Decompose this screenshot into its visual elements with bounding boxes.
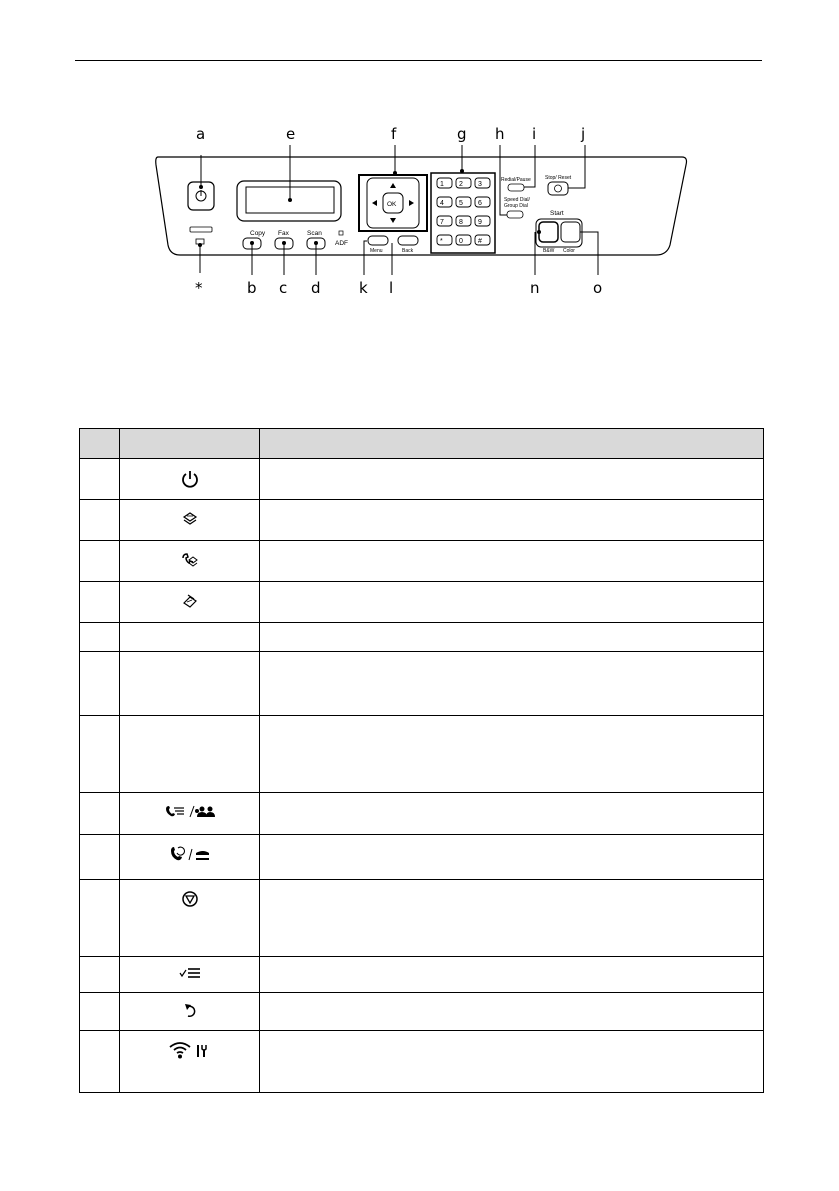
table-row	[80, 1031, 764, 1093]
keypad-key-label: 0	[459, 238, 463, 245]
callout-o: o	[593, 279, 603, 297]
table-row	[80, 652, 764, 716]
callout-j: j	[581, 125, 586, 143]
wifi-label	[190, 227, 212, 232]
table-row	[80, 459, 764, 500]
scan-icon	[181, 592, 199, 610]
keypad-key-label: 2	[459, 181, 463, 188]
keypad-key-label: 9	[478, 219, 482, 226]
back-icon	[183, 1001, 197, 1019]
redial-pause-label: Redial/Pause	[501, 177, 531, 183]
keypad-key-label: 3	[478, 181, 482, 188]
start-button-frame	[536, 219, 582, 247]
scan-label: Scan	[307, 230, 322, 237]
fax-label: Fax	[278, 230, 289, 237]
redial-pause-icon	[169, 845, 211, 863]
header-cell-2	[120, 429, 260, 459]
speed-dial-label: Speed Dial/	[504, 197, 530, 203]
callout-l: l	[389, 279, 394, 297]
adf-label: ADF	[335, 240, 348, 247]
numeric-keypad	[437, 178, 490, 245]
copy-label: Copy	[250, 230, 266, 237]
menu-button[interactable]	[368, 236, 388, 245]
callout-a: a	[196, 125, 206, 143]
right-arrow-icon	[409, 200, 414, 206]
header-cell-3	[260, 429, 764, 459]
down-arrow-icon	[390, 218, 396, 223]
callout-h: h	[495, 125, 505, 143]
callout-asterisk: *	[195, 279, 203, 297]
left-arrow-icon	[372, 200, 377, 206]
callout-n: n	[530, 279, 540, 297]
keypad-key-label: 4	[440, 200, 444, 207]
adf-led	[339, 231, 343, 235]
control-panel-reference-table	[79, 428, 764, 1093]
table-row	[80, 993, 764, 1031]
bw-label: B&W	[543, 248, 555, 254]
stop-reset-button[interactable]	[548, 182, 568, 195]
callout-c: c	[279, 279, 288, 297]
table-row	[80, 623, 764, 652]
keypad-key-label: #	[478, 238, 482, 245]
start-bw-button[interactable]	[539, 222, 558, 242]
table-row	[80, 716, 764, 793]
up-arrow-icon	[390, 183, 396, 188]
callout-g: g	[457, 125, 467, 143]
table-row	[80, 793, 764, 835]
control-panel-diagram	[140, 115, 700, 300]
keypad-key-label: *	[440, 238, 443, 245]
keypad-key-label: 8	[459, 219, 463, 226]
speed-dial-group-dial-icon	[164, 803, 216, 821]
power-icon	[180, 469, 200, 489]
table-row	[80, 957, 764, 993]
table-row	[80, 541, 764, 582]
callout-e: e	[286, 125, 296, 143]
redial-pause-button[interactable]	[508, 184, 524, 191]
stop-reset-icon	[181, 890, 199, 908]
panel-outline	[156, 157, 687, 255]
callout-d: d	[311, 279, 321, 297]
back-button[interactable]	[398, 236, 418, 245]
keypad-key-label: 1	[440, 181, 444, 188]
header-cell-1	[80, 429, 120, 459]
table-row	[80, 835, 764, 880]
table-row	[80, 582, 764, 623]
callout-k: k	[359, 279, 368, 297]
keypad-key-label: 6	[478, 200, 482, 207]
callout-i: i	[532, 125, 537, 143]
menu-icon	[179, 965, 201, 981]
wifi-setup-icon	[168, 1041, 212, 1059]
back-label: Back	[402, 248, 414, 254]
color-label: Color	[563, 248, 575, 254]
header-rule	[75, 60, 762, 61]
table-row	[80, 500, 764, 541]
keypad-key-label: 5	[459, 200, 463, 207]
fax-icon	[181, 551, 199, 569]
ok-label: OK	[387, 201, 397, 208]
start-color-button[interactable]	[561, 222, 580, 242]
callout-f: f	[391, 125, 397, 143]
start-label: Start	[550, 210, 564, 217]
stop-reset-label: Stop/ Reset	[545, 175, 572, 181]
callout-b: b	[247, 279, 257, 297]
menu-label: Menu	[370, 248, 383, 254]
copy-icon	[181, 510, 199, 528]
control-panel-illustration	[140, 115, 700, 300]
speed-dial-button[interactable]	[507, 211, 523, 218]
group-dial-label: Group Dial	[504, 203, 528, 209]
table-row	[80, 880, 764, 957]
keypad-key-label: 7	[440, 219, 444, 226]
table-header-row	[80, 429, 764, 459]
